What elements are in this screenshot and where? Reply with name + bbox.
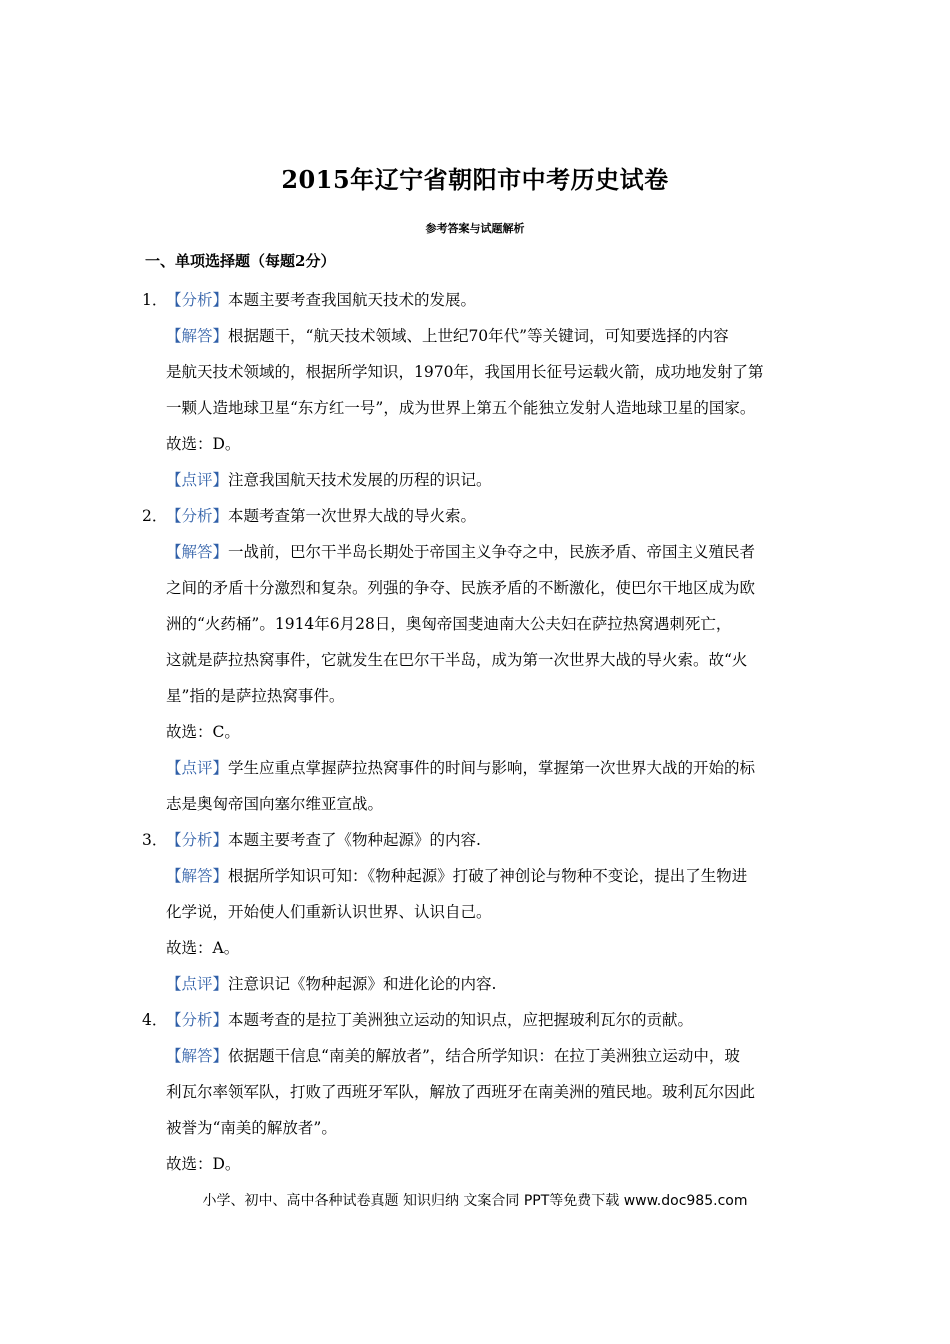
analysis-tag: 【分析】 <box>166 831 229 849</box>
comment-tag: 【点评】 <box>166 471 229 489</box>
q1-answer-text: 根据题干，“航天技术领域、上世纪70年代”等关键词，可知要选择的内容 <box>228 327 729 345</box>
q1-analysis: 本题主要考查我国航天技术的发展。 <box>228 291 477 309</box>
q4-number: 4． <box>142 1011 168 1029</box>
q1-answer-line <box>142 318 822 354</box>
q4-answer-text: 被誉为“南美的解放者”。 <box>166 1119 337 1137</box>
q3-comment-line <box>142 966 822 1002</box>
analysis-tag: 【分析】 <box>166 507 229 525</box>
q3-analysis-line <box>142 822 822 858</box>
q2-answer-text: 一战前，巴尔干半岛长期处于帝国主义争夺之中，民族矛盾、帝国主义殖民者 <box>228 543 756 561</box>
document-title: 2015年辽宁省朝阳市中考历史试卷 <box>281 165 669 194</box>
q2-answer-text: 之间的矛盾十分激烈和复杂。列强的争夺、民族矛盾的不断激化，使巴尔干地区成为欧 <box>166 579 756 597</box>
q2-comment: 学生应重点掌握萨拉热窝事件的时间与影响，掌握第一次世界大战的开始的标 <box>228 759 756 777</box>
q3-answer-line <box>142 858 822 894</box>
q4-answer-text: 利瓦尔率领军队，打败了西班牙军队，解放了西班牙在南美洲的殖民地。玻利瓦尔因此 <box>166 1083 756 1101</box>
q1-number: 1． <box>142 291 168 309</box>
comment-tag: 【点评】 <box>166 975 229 993</box>
q1-answer-text: 一颗人造地球卫星“东方红一号”，成为世界上第五个能独立发射人造地球卫星的国家。 <box>166 399 756 417</box>
q2-comment: 志是奥匈帝国向塞尔维亚宣战。 <box>166 795 384 813</box>
q2-answer-text: 星”指的是萨拉热窝事件。 <box>166 687 345 705</box>
analysis-tag: 【分析】 <box>166 291 229 309</box>
answer-tag: 【解答】 <box>166 867 229 885</box>
q4-analysis: 本题考查的是拉丁美洲独立运动的知识点，应把握玻利瓦尔的贡献。 <box>228 1011 694 1029</box>
q2-choice: 故选：C。 <box>166 723 240 741</box>
comment-tag: 【点评】 <box>166 759 229 777</box>
q4-answer-text: 依据题干信息“南美的解放者”，结合所学知识：在拉丁美洲独立运动中，玻 <box>228 1047 740 1065</box>
analysis-tag: 【分析】 <box>166 1011 229 1029</box>
q3-number: 3． <box>142 831 168 849</box>
q1-analysis-line <box>142 282 822 318</box>
q2-analysis: 本题考查第一次世界大战的导火索。 <box>228 507 477 525</box>
answer-tag: 【解答】 <box>166 327 229 345</box>
answer-tag: 【解答】 <box>166 543 229 561</box>
q1-choice: 故选：D。 <box>166 435 241 453</box>
q3-answer-text: 根据所学知识可知：《物种起源》打破了神创论与物种不变论，提出了生物进 <box>228 867 748 885</box>
q4-analysis-line <box>142 1002 822 1038</box>
q2-answer-text: 这就是萨拉热窝事件，它就发生在巴尔干半岛，成为第一次世界大战的导火索。故“火 <box>166 651 748 669</box>
q4-answer-line <box>142 1038 822 1074</box>
q4-choice: 故选：D。 <box>166 1155 241 1173</box>
q1-comment-line <box>142 462 822 498</box>
q3-choice: 故选：A。 <box>166 939 240 957</box>
q3-analysis: 本题主要考查了《物种起源》的内容. <box>228 831 481 849</box>
q1-comment: 注意我国航天技术发展的历程的识记。 <box>228 471 492 489</box>
footer-link[interactable]: 小学、初中、高中各种试卷真题 知识归纳 文案合同 PPT等免费下载 www.doc985.com <box>202 1193 748 1209</box>
section-heading: 一、单项选择题（每题2分） <box>145 252 336 270</box>
q1-answer-text: 是航天技术领域的，根据所学知识，1970年，我国用长征号运载火箭，成功地发射了第 <box>166 363 764 381</box>
answer-tag: 【解答】 <box>166 1047 229 1065</box>
q3-answer-text: 化学说，开始使人们重新认识世界、认识自己。 <box>166 903 492 921</box>
document-subtitle: 参考答案与试题解析 <box>425 222 525 235</box>
q2-number: 2． <box>142 507 168 525</box>
q2-analysis-line <box>142 498 822 534</box>
q2-comment-line <box>142 750 822 786</box>
answer-content <box>142 282 822 1182</box>
q2-answer-text: 洲的“火药桶”。1914年6月28日，奥匈帝国斐迪南大公夫妇在萨拉热窝遇刺死亡， <box>166 615 732 633</box>
q2-answer-line <box>142 534 822 570</box>
q3-comment: 注意识记《物种起源》和进化论的内容. <box>228 975 497 993</box>
